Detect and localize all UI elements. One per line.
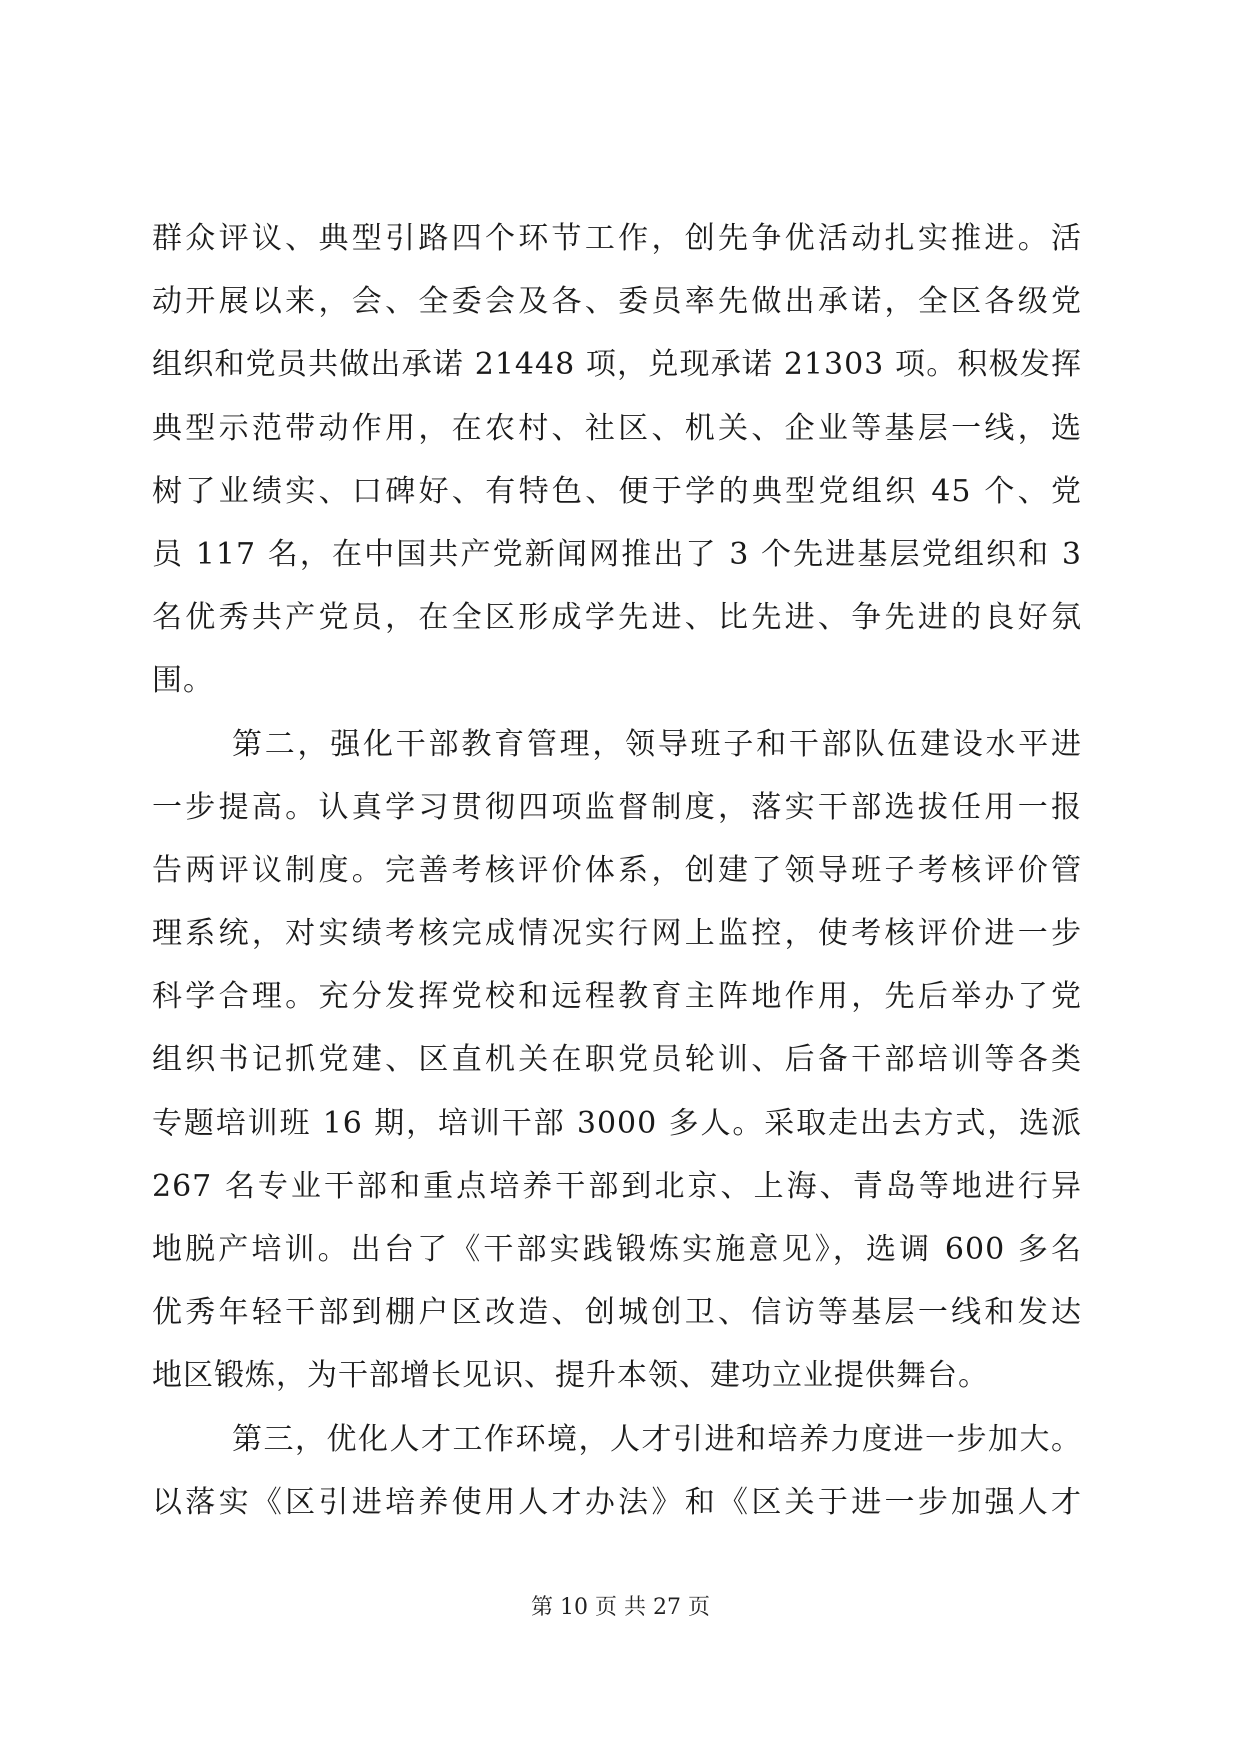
text-line: 员 117 名，在中国共产党新闻网推出了 3 个先进基层党组织和 3 xyxy=(152,536,1082,572)
text-line: 以落实《区引进培养使用人才办法》和《区关于进一步加强人才 xyxy=(152,1484,1082,1520)
text-line: 围。 xyxy=(152,663,214,699)
text-line: 优秀年轻干部到棚户区改造、创城创卫、信访等基层一线和发达 xyxy=(152,1295,1082,1331)
text-line: 群众评议、典型引路四个环节工作，创先争优活动扎实推进。活 xyxy=(152,221,1082,256)
text-line: 第三，优化人才工作环境，人才引进和培养力度进一步加大。 xyxy=(232,1421,1082,1457)
text-line: 树了业绩实、口碑好、有特色、便于学的典型党组织 45 个、党 xyxy=(152,473,1082,509)
text-line: 组织和党员共做出承诺 21448 项，兑现承诺 21303 项。积极发挥 xyxy=(152,347,1082,383)
text-line: 名优秀共产党员，在全区形成学先进、比先进、争先进的良好氛 xyxy=(152,600,1082,636)
document-body xyxy=(152,207,1082,1534)
text-line: 典型示范带动作用，在农村、社区、机关、企业等基层一线，选 xyxy=(152,410,1082,446)
text-line: 第二，强化干部教育管理，领导班子和干部队伍建设水平进 xyxy=(232,726,1082,762)
text-line: 地脱产培训。出台了《干部实践锻炼实施意见》，选调 600 多名 xyxy=(152,1232,1082,1267)
text-line: 理系统，对实绩考核完成情况实行网上监控，使考核评价进一步 xyxy=(152,916,1082,952)
text-line: 告两评议制度。完善考核评价体系，创建了领导班子考核评价管 xyxy=(152,852,1082,888)
text-line: 专题培训班 16 期，培训干部 3000 多人。采取走出去方式，选派 xyxy=(152,1105,1082,1141)
text-line: 一步提高。认真学习贯彻四项监督制度，落实干部选拔任用一报 xyxy=(152,789,1082,825)
text-line: 动开展以来，会、全委会及各、委员率先做出承诺，全区各级党 xyxy=(152,284,1082,320)
text-line: 地区锻炼，为干部增长见识、提升本领、建功立业提供舞台。 xyxy=(152,1358,989,1394)
text-line: 267 名专业干部和重点培养干部到北京、上海、青岛等地进行异 xyxy=(152,1168,1082,1204)
text-line: 组织书记抓党建、区直机关在职党员轮训、后备干部培训等各类 xyxy=(152,1042,1082,1078)
text-line: 科学合理。充分发挥党校和远程教育主阵地作用，先后举办了党 xyxy=(152,979,1082,1015)
page-number-footer: 第 10 页 共 27 页 xyxy=(531,1595,710,1620)
